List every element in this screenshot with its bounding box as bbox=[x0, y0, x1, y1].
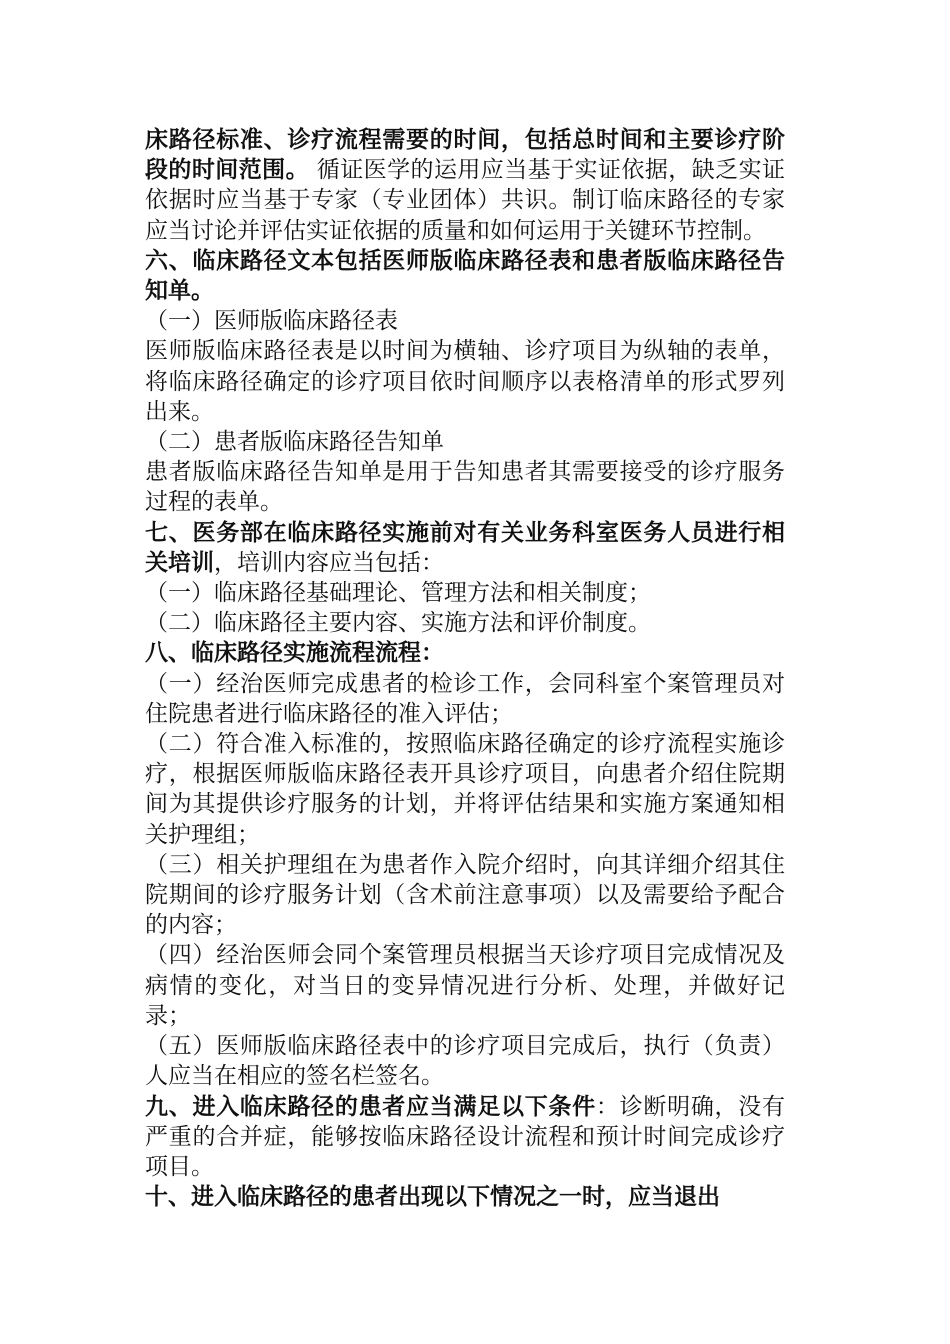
section-8-item-3: （三）相关护理组在为患者作入院介绍时，向其详细介绍其住院期间的诊疗服务计划（含术前注意事项）以及需要给予配合的内容； bbox=[145, 851, 785, 939]
section-6-subheading-2: （二）患者版临床路径告知单 bbox=[145, 429, 444, 456]
section-6-text-1: 医师版临床路径表是以时间为横轴、诊疗项目为纵轴的表单，将临床路径确定的诊疗项目依时间顺序以表格清单的形式罗列出来。 bbox=[145, 338, 785, 425]
section-7-heading bbox=[145, 518, 785, 578]
bold-text: 七、医务部在临床路径实施前对有关业务科室医务人员进行相关培训 bbox=[145, 518, 785, 576]
paragraph-time-standard bbox=[145, 125, 785, 246]
section-8-heading: 八、临床路径实施流程流程： bbox=[145, 639, 444, 667]
section-9-heading bbox=[145, 1092, 785, 1183]
body-text: 循证医学的运用应当基于实证依据，缺乏实证依据时应当基于专家（专业团体）共识。制订临床路径的专家应当讨论并评估实证依据的质量和如何运用于关键环节控制。 bbox=[145, 157, 785, 244]
section-8-item-1: （一）经治医师完成患者的检诊工作，会同科室个案管理员对住院患者进行临床路径的准入评估； bbox=[145, 670, 785, 727]
section-6-subheading-1: （一）医师版临床路径表 bbox=[145, 308, 398, 335]
section-6-heading: 六、临床路径文本包括医师版临床路径表和患者版临床路径告知单。 bbox=[145, 246, 785, 305]
section-7-item-2: （二）临床路径主要内容、实施方法和评价制度。 bbox=[145, 610, 651, 637]
section-8-item-2: （二）符合准入标准的，按照临床路径确定的诊疗流程实施诊疗，根据医师版临床路径表开具诊疗项目，向患者介绍住院期间为其提供诊疗服务的计划，并将评估结果和实施方案通知相关护理组； bbox=[145, 731, 785, 848]
bold-text: 九、进入临床路径的患者应当满足以下条件 bbox=[145, 1092, 596, 1120]
section-8-item-5: （五）医师版临床路径表中的诊疗项目完成后，执行（负责）人应当在相应的签名栏签名。 bbox=[145, 1033, 785, 1090]
section-10-heading: 十、进入临床路径的患者出现以下情况之一时，应当退出 bbox=[145, 1183, 720, 1211]
bold-text: 床路径标准、诊疗流程需要的时间，包括总时间和主要诊疗阶段的时间范围。 bbox=[145, 126, 785, 184]
section-7-item-1: （一）临床路径基础理论、管理方法和相关制度； bbox=[145, 580, 651, 607]
body-text: ，培训内容应当包括： bbox=[214, 549, 444, 576]
section-6-text-2: 患者版临床路径告知单是用于告知患者其需要接受的诊疗服务过程的表单。 bbox=[145, 459, 785, 516]
section-8-item-4: （四）经治医师会同个案管理员根据当天诊疗项目完成情况及病情的变化，对当日的变异情况进行分析、处理，并做好记录； bbox=[145, 942, 785, 1029]
body-text: ：诊断明确，没有严重的合并症，能够按临床路径设计流程和预计时间完成诊疗项目。 bbox=[145, 1093, 786, 1180]
document-body bbox=[145, 125, 785, 1212]
